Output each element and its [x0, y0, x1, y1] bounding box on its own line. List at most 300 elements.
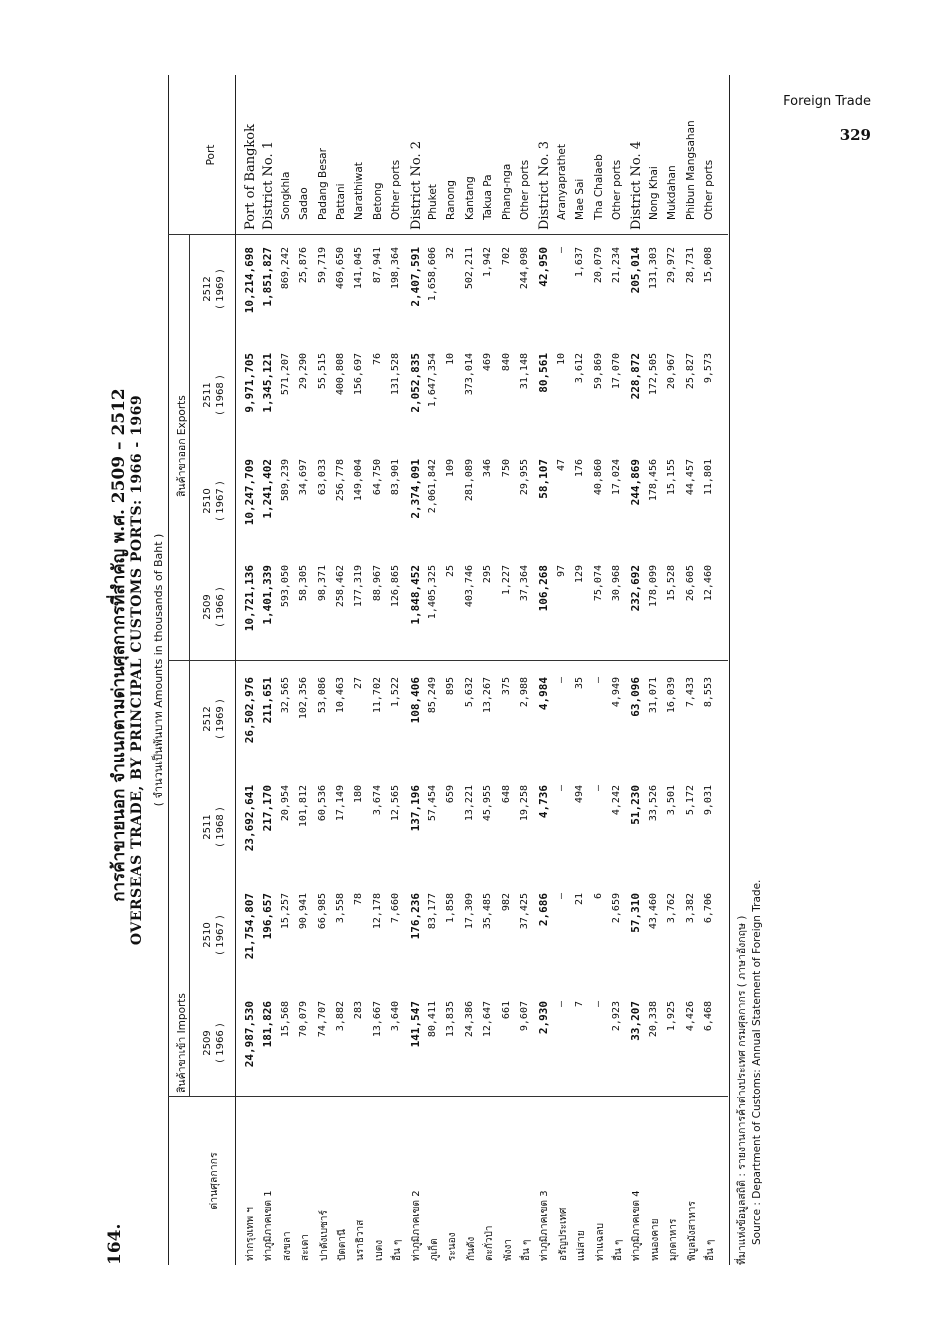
port-name: Tha Chalaeb [592, 154, 605, 220]
imports-value: 4,242 [611, 785, 622, 816]
exports-value: 58,305 [298, 565, 310, 602]
port-name: District No. 3 [537, 141, 553, 230]
imports-value: 3,762 [666, 893, 678, 924]
exports-value: 1,637 [574, 247, 586, 278]
port-name-thai: พิบูลมังสาหาร [686, 1201, 698, 1261]
year-header: 2510 ( 1967 ) [202, 481, 226, 521]
exports-value: 593,050 [279, 565, 291, 608]
exports-value: 1,241,402 [261, 459, 275, 519]
port-name-thai: อื่น ๆ [613, 1239, 624, 1261]
table-title-thai: การค้าขายนอก จำแนกตามด่านศุลกากรที่สำคัญ พ.ศ. 2509 – 2512 [109, 388, 129, 902]
imports-value: 180 [353, 785, 365, 804]
exports-value: 244,869 [629, 459, 643, 506]
table-unit-note: ( จำนวนเป็นพันบาท Amounts in thousands of Baht ) [152, 533, 165, 807]
exports-value: 869,242 [279, 247, 291, 290]
port-name-thai: แม่สาย [576, 1230, 588, 1261]
imports-value: 90,941 [298, 893, 310, 930]
exports-value: 9,971,705 [243, 353, 256, 413]
exports-value: 10,721,136 [243, 565, 256, 632]
exports-value: 106,268 [537, 565, 551, 612]
port-name-thai: สะเดา [300, 1233, 312, 1261]
exports-value: 47 [555, 459, 567, 472]
imports-value: 648 [500, 785, 512, 804]
source-note-thai: ที่มาแห่งข้อมูลสถิติ : รายงานการค้าต่างประเทศ กรมศุลกากร ( ภาษาอังกฤษ ) [736, 915, 748, 1265]
exports-value: 176 [574, 459, 586, 478]
exports-group-header: สินค้าขาออก Exports [176, 395, 188, 497]
port-name-thai: เบตง [373, 1239, 385, 1261]
imports-value: — [555, 785, 567, 792]
exports-value: 88,967 [371, 565, 383, 602]
imports-value: 70,079 [298, 1001, 310, 1038]
exports-value: 29,290 [298, 353, 310, 390]
port-name: Kantang [463, 176, 476, 220]
exports-value: 129 [574, 565, 586, 584]
exports-value: 10,247,709 [243, 459, 256, 526]
imports-value: 7,660 [390, 893, 402, 924]
port-name-thai: มุกดาหาร [668, 1218, 680, 1261]
imports-value: 83,177 [427, 893, 438, 930]
imports-value: — [592, 677, 604, 684]
table-top-rule [168, 75, 169, 1265]
exports-value: 1,647,354 [427, 353, 438, 408]
port-name: Phang-nga [500, 163, 513, 220]
imports-value: 2,659 [611, 893, 622, 924]
table-row [390, 75, 410, 1265]
page-number: 329 [839, 126, 871, 144]
port-name-thai: ท่าภูมิภาคเขต 4 [631, 1190, 643, 1261]
imports-value: 196,657 [261, 893, 275, 940]
table-row [501, 75, 521, 1265]
exports-value: 228,872 [629, 353, 643, 400]
imports-value: 43,460 [647, 893, 659, 930]
imports-value: 78 [353, 893, 365, 906]
table-row [464, 75, 484, 1265]
port-name-thai: ตะกั่วป่า [484, 1225, 496, 1261]
exports-value: 28,731 [684, 247, 696, 284]
exports-value: 64,750 [371, 459, 383, 496]
port-name-thai: ปาดังเบซาร์ [318, 1210, 330, 1261]
imports-value: 4,426 [684, 1001, 696, 1032]
port-name-thai: อรัญประเทศ [557, 1207, 569, 1261]
table-bottom-rule [729, 75, 730, 1265]
exports-value: 750 [500, 459, 512, 478]
imports-value: 57,454 [427, 785, 438, 822]
port-name: Port of Bangkok [243, 124, 258, 230]
imports-value: 4,736 [537, 785, 551, 819]
table-row [593, 75, 613, 1265]
port-name-thai: ภูเก็ต [429, 1238, 440, 1261]
imports-value: 13,667 [371, 1001, 383, 1038]
exports-value: 131,528 [390, 353, 402, 396]
imports-value: 2,988 [519, 677, 530, 708]
exports-value: 76 [371, 353, 383, 366]
exports-value: 232,692 [629, 565, 643, 612]
exports-value: 75,074 [592, 565, 604, 602]
imports-value: 12,647 [482, 1001, 494, 1038]
rotated-table [105, 75, 835, 1265]
port-name: Other ports [519, 159, 531, 220]
exports-value: 156,697 [353, 353, 365, 396]
table-row [648, 75, 668, 1265]
table-row [372, 75, 392, 1265]
imports-value: 9,607 [519, 1001, 530, 1032]
table-row [574, 75, 594, 1265]
imports-value: 66,985 [316, 893, 328, 930]
exports-value: 172,505 [647, 353, 659, 396]
imports-value: 21,754,807 [243, 893, 256, 960]
port-name-thai: สงขลา [281, 1231, 293, 1261]
imports-value: 101,812 [298, 785, 310, 828]
group-header-rule [189, 235, 190, 1097]
imports-value: 23,692,641 [243, 785, 256, 852]
imports-value: 17,309 [463, 893, 475, 930]
table-number: 164. [105, 1223, 125, 1265]
imports-value: 1,522 [390, 677, 402, 708]
imports-value: 80,411 [427, 1001, 438, 1038]
exports-value: 571,207 [279, 353, 291, 396]
imports-value: 659 [445, 785, 457, 804]
port-name-thai: ระนอง [447, 1232, 459, 1261]
imports-value: 108,406 [408, 677, 422, 724]
table-row [519, 75, 539, 1265]
exports-value: 1,405,325 [427, 565, 438, 620]
imports-value: 31,071 [647, 677, 659, 714]
port-name: Betong [371, 182, 384, 220]
imports-value: 85,249 [427, 677, 438, 714]
table-row [685, 75, 705, 1265]
imports-value: 6,706 [703, 893, 714, 924]
exports-value: 1,345,121 [261, 353, 275, 413]
exports-value: 346 [482, 459, 494, 478]
imports-value: — [555, 1001, 567, 1008]
exports-value: 2,374,091 [408, 459, 422, 519]
exports-value: 1,401,339 [261, 565, 275, 625]
imports-value: 137,196 [408, 785, 422, 832]
imports-value: 63,096 [629, 677, 643, 717]
exports-value: 32 [445, 247, 457, 260]
imports-value: 3,640 [390, 1001, 402, 1032]
exports-value: 30,968 [611, 565, 622, 602]
table-row [629, 75, 649, 1265]
exports-value: 403,746 [463, 565, 475, 608]
port-name-thai: อื่น ๆ [521, 1239, 532, 1261]
year-header: 2509 ( 1966 ) [202, 587, 226, 627]
exports-value: 20,967 [666, 353, 678, 390]
imports-value: 5,172 [684, 785, 696, 816]
imports-value: 3,382 [684, 893, 696, 924]
port-name: Other ports [611, 159, 623, 220]
exports-value: 10,214,698 [243, 247, 256, 314]
exports-value: 34,697 [298, 459, 310, 496]
source-note-english: Source : Department of Customs: Annual Statement of Foreign Trade. [751, 879, 763, 1245]
imports-value: 32,565 [279, 677, 291, 714]
port-name-thai: อื่น ๆ [392, 1239, 404, 1261]
port-name-thai: ท่าแฉลบ [594, 1223, 606, 1261]
imports-value: 6,468 [703, 1001, 714, 1032]
imports-value: 37,425 [519, 893, 530, 930]
imports-value: 283 [353, 1001, 365, 1020]
table-row [335, 75, 355, 1265]
exports-value: 400,808 [335, 353, 346, 396]
exports-value: 63,033 [316, 459, 328, 496]
table-row [556, 75, 576, 1265]
imports-value: 16,039 [666, 677, 678, 714]
port-name: Pattani [335, 183, 347, 220]
port-name: Ranong [445, 180, 458, 220]
exports-value: 10 [555, 353, 567, 366]
imports-value: 33,207 [629, 1001, 643, 1041]
imports-value: 12,565 [390, 785, 402, 822]
exports-value: 1,227 [500, 565, 512, 596]
port-name: Aranyaprathet [555, 143, 568, 220]
exports-value: 87,941 [371, 247, 383, 284]
port-name: Other ports [703, 159, 715, 220]
imports-value: 7 [574, 1001, 586, 1008]
imports-value: 53,086 [316, 677, 328, 714]
imports-value: — [592, 785, 604, 792]
exports-value: 1,942 [482, 247, 494, 278]
imports-value: 45,955 [482, 785, 494, 822]
port-name-thai: นราธิวาส [355, 1219, 367, 1261]
exports-value: 205,014 [629, 247, 643, 294]
imports-value: 15,568 [279, 1001, 291, 1038]
imports-value: — [555, 677, 567, 684]
imports-value: 1,925 [666, 1001, 678, 1032]
imports-value: 20,338 [647, 1001, 659, 1038]
exports-value: 2,061,842 [427, 459, 438, 514]
exports-value: 83,901 [390, 459, 402, 496]
exports-value: 31,148 [519, 353, 530, 390]
port-name: Phibun Mangsahan [684, 120, 697, 220]
imports-value: 982 [500, 893, 512, 912]
imports-value: 211,651 [261, 677, 275, 724]
imports-value: 1,858 [445, 893, 457, 924]
imports-value: 74,707 [316, 1001, 328, 1038]
imports-value: 375 [500, 677, 512, 696]
exports-value: 21,234 [611, 247, 622, 284]
exports-value: 469 [482, 353, 494, 372]
port-name: Mae Sai [574, 178, 587, 220]
exports-value: 44,457 [684, 459, 696, 496]
exports-value: 258,462 [335, 565, 346, 608]
imports-value: 21 [574, 893, 586, 906]
exports-value: 29,972 [666, 247, 678, 284]
port-name-thai: ท่าภูมิภาคเขต 1 [263, 1190, 275, 1261]
exports-value: 20,079 [592, 247, 604, 284]
imports-value: 15,257 [279, 893, 291, 930]
exports-value: 244,098 [519, 247, 530, 290]
port-name: District No. 1 [261, 141, 277, 230]
exports-value: 80,561 [537, 353, 551, 393]
exports-value: 2,407,591 [408, 247, 422, 307]
exports-value: 97 [555, 565, 567, 578]
imports-value: 4,984 [537, 677, 551, 711]
imports-value: 13,221 [463, 785, 475, 822]
port-name: District No. 4 [629, 141, 645, 230]
imports-value: 20,954 [279, 785, 291, 822]
imports-value: 33,526 [647, 785, 659, 822]
exports-value: 2,052,835 [408, 353, 422, 413]
imports-value: 13,835 [445, 1001, 457, 1038]
exports-value: 1,658,606 [427, 247, 438, 302]
imports-value: 661 [500, 1001, 512, 1020]
exports-value: 9,573 [703, 353, 714, 384]
table-row [298, 75, 318, 1265]
year-header: 2511 ( 1968 ) [202, 375, 226, 415]
imports-value: 17,149 [335, 785, 346, 822]
port-name-thai: ท่าภูมิภาคเขต 3 [539, 1190, 551, 1261]
table-row [537, 75, 557, 1265]
imports-value: 8,553 [703, 677, 714, 708]
imports-value: 102,356 [298, 677, 310, 720]
exports-value: 42,950 [537, 247, 551, 287]
imports-value: 3,674 [371, 785, 383, 816]
exports-value: 502,211 [463, 247, 475, 290]
exports-value: 15,528 [666, 565, 678, 602]
table-row [703, 75, 723, 1265]
running-head: Foreign Trade [783, 94, 871, 109]
exports-value: 17,070 [611, 353, 622, 390]
imports-value: 9,031 [703, 785, 714, 816]
exports-value: 469,650 [335, 247, 346, 290]
imports-value: 12,178 [371, 893, 383, 930]
exports-value: 55,515 [316, 353, 328, 390]
exports-value: 37,364 [519, 565, 530, 602]
imports-value: 24,987,530 [243, 1001, 256, 1068]
imports-value: 24,386 [463, 1001, 475, 1038]
column-header-port: Port [205, 144, 217, 166]
imports-value: 27 [353, 677, 365, 690]
imports-value: 60,536 [316, 785, 328, 822]
port-name: Takua Pa [482, 174, 495, 220]
table-row [280, 75, 300, 1265]
port-name: District No. 2 [408, 141, 424, 230]
imports-value: 35,485 [482, 893, 494, 930]
port-name: Narathiwat [353, 162, 366, 220]
table-title-english: OVERSEAS TRADE, BY PRINCIPAL CUSTOMS PORTS: 1966 - 1969 [129, 394, 145, 946]
port-name-thai: อื่น ๆ [705, 1239, 716, 1261]
imports-value: 6 [592, 893, 604, 900]
exports-value: 131,303 [647, 247, 659, 290]
port-name-thai: ท่าภูมิภาคเขต 2 [410, 1190, 422, 1261]
exports-value: — [555, 247, 567, 254]
imports-value: 181,826 [261, 1001, 275, 1048]
imports-value: 141,547 [408, 1001, 422, 1048]
exports-value: 178,099 [647, 565, 659, 608]
exports-value: 98,371 [316, 565, 328, 602]
imports-value: 2,923 [611, 1001, 622, 1032]
port-name: Sadao [298, 187, 311, 220]
exports-value: 702 [500, 247, 512, 266]
imports-value: 51,230 [629, 785, 643, 825]
port-name: Nong Khai [647, 166, 660, 220]
port-name-thai: ท่ากรุงเทพ ฯ [245, 1207, 256, 1261]
exports-value: 15,008 [703, 247, 714, 284]
exports-value: 17,024 [611, 459, 622, 496]
exports-value: 29,955 [519, 459, 530, 496]
imports-value: 4,949 [611, 677, 622, 708]
table-row [353, 75, 373, 1265]
imports-value: 11,702 [371, 677, 383, 714]
exports-value: 59,719 [316, 247, 328, 284]
port-name: Other ports [390, 159, 403, 220]
year-header: 2512 ( 1969 ) [202, 269, 226, 309]
exports-value: 25,876 [298, 247, 310, 284]
port-name-thai: ปัตตานี [337, 1229, 348, 1261]
exports-value: 281,089 [463, 459, 475, 502]
exports-value: 12,460 [703, 565, 714, 602]
port-name: Padang Besar [316, 148, 329, 220]
imports-value: 3,558 [335, 893, 346, 924]
imports-value: 13,267 [482, 677, 494, 714]
exports-value: 58,107 [537, 459, 551, 499]
exports-value: 256,778 [335, 459, 346, 502]
imports-value: 19,258 [519, 785, 530, 822]
imports-value: 10,463 [335, 677, 346, 714]
exports-value: 198,364 [390, 247, 402, 290]
exports-value: 40,860 [592, 459, 604, 496]
imports-value: 7,433 [684, 677, 696, 708]
exports-value: 10 [445, 353, 457, 366]
exports-value: 109 [445, 459, 457, 478]
imports-value: 3,882 [335, 1001, 346, 1032]
imports-value: 176,236 [408, 893, 422, 940]
exports-value: 11,801 [703, 459, 714, 496]
exports-value: 589,239 [279, 459, 291, 502]
port-name: Songkhla [279, 171, 292, 220]
exports-value: 26,605 [684, 565, 696, 602]
exports-value: 25,827 [684, 353, 696, 390]
exports-value: 178,456 [647, 459, 659, 502]
imports-value: 5,632 [463, 677, 475, 708]
imports-value: 217,170 [261, 785, 275, 832]
exports-value: 373,014 [463, 353, 475, 396]
exports-value: 840 [500, 353, 512, 372]
exports-value: 15,155 [666, 459, 678, 496]
exports-value: 126,865 [390, 565, 402, 608]
exports-value: 141,045 [353, 247, 365, 290]
table-row [445, 75, 465, 1265]
exports-value: 295 [482, 565, 494, 584]
imports-value: 2,930 [537, 1001, 551, 1035]
port-name-thai: กันตัง [465, 1236, 477, 1261]
year-header: 2511 ( 1968 ) [202, 807, 226, 847]
exports-value: 59,869 [592, 353, 604, 390]
table-row [261, 75, 281, 1265]
imports-group-header: สินค้าขาเข้า Imports [176, 993, 188, 1093]
table-row [666, 75, 686, 1265]
imports-value: 494 [574, 785, 586, 804]
table-row [482, 75, 502, 1265]
exports-value: 25 [445, 565, 457, 578]
port-name-thai: หนองคาย [649, 1218, 661, 1261]
year-header: 2510 ( 1967 ) [202, 915, 226, 955]
column-header-port-thai: ด่านศุลกากร [208, 1152, 220, 1210]
port-name: Mukdahan [666, 165, 679, 220]
exports-value: 1,848,452 [408, 565, 422, 625]
table-row [243, 75, 263, 1265]
imports-value: 2,686 [537, 893, 551, 927]
port-name: Phuket [427, 184, 439, 220]
table-row [409, 75, 429, 1265]
imports-value: 57,310 [629, 893, 643, 933]
table-row [427, 75, 447, 1265]
table-row [611, 75, 631, 1265]
imports-value: 895 [445, 677, 457, 696]
exports-value: 1,851,827 [261, 247, 275, 307]
imports-value: — [555, 893, 567, 900]
year-header: 2509 ( 1966 ) [202, 1023, 226, 1063]
